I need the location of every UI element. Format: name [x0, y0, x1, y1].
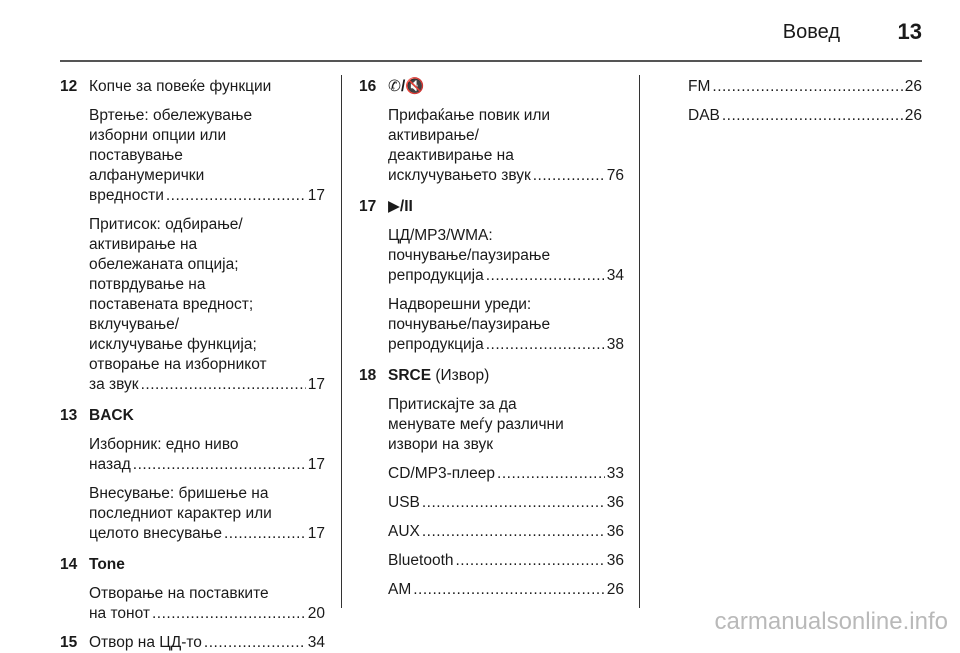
page-reference[interactable]	[388, 580, 624, 600]
ref-page: 26	[606, 581, 624, 598]
text-line: поставената вредност;	[89, 296, 254, 313]
ref-page: 76	[606, 167, 624, 184]
play-pause-icon: ▶/II	[388, 198, 413, 215]
text-line: Изборник: едно ниво	[89, 436, 239, 453]
ref-label: исклучувањето звук	[388, 167, 531, 184]
text-line: Притискајте за да	[388, 396, 517, 413]
page-reference[interactable]	[89, 186, 325, 206]
page-reference[interactable]	[388, 464, 624, 484]
entry-number: 12	[60, 78, 78, 95]
entry-17	[359, 197, 624, 355]
entry-number: 16	[359, 78, 377, 95]
paragraph	[388, 226, 624, 286]
ref-label: репродукција	[388, 267, 484, 284]
page-reference[interactable]	[89, 633, 325, 653]
text-line: Отворање на поставките	[89, 585, 269, 602]
paragraph	[388, 295, 624, 355]
page-header-title: Вовед	[782, 21, 840, 43]
entry-13	[60, 406, 325, 544]
text-line: изборни опции или	[89, 127, 227, 144]
ref-page: 38	[606, 336, 624, 353]
entry-number: 18	[359, 367, 377, 384]
paragraph	[89, 435, 325, 475]
ref-label: целото внесување	[89, 525, 222, 542]
text-line: потврдување на	[89, 276, 206, 293]
paragraph	[89, 484, 325, 544]
ref-label: AUX	[388, 523, 420, 540]
page-reference[interactable]	[688, 77, 922, 97]
entry-number: 14	[60, 556, 78, 573]
ref-label: репродукција	[388, 336, 484, 353]
page-reference[interactable]	[688, 106, 922, 126]
ref-label: FM	[688, 78, 711, 95]
ref-page: 36	[606, 494, 624, 511]
ref-label: Отвор на ЦД-то	[89, 634, 202, 651]
text-line: извори на звук	[388, 436, 494, 453]
page-reference[interactable]	[388, 522, 624, 542]
ref-page: 17	[307, 525, 325, 542]
text-line: Внесување: бришење на	[89, 485, 269, 502]
page-reference[interactable]	[388, 335, 624, 355]
ref-page: 33	[606, 465, 624, 482]
column-divider-2	[639, 75, 640, 608]
text-line: Вртење: обележување	[89, 107, 253, 124]
ref-label: CD/MP3-плеер	[388, 465, 496, 482]
text-line: Надворешни уреди:	[388, 296, 532, 313]
entry-14	[60, 555, 325, 624]
column-1	[60, 77, 325, 653]
ref-label: Bluetooth	[388, 552, 454, 569]
text-line: исклучување функција;	[89, 336, 257, 353]
text-line: алфанумерички	[89, 167, 205, 184]
ref-label: USB	[388, 494, 420, 511]
text-line: деактивирање на	[388, 147, 514, 164]
ref-label: на тонот	[89, 605, 150, 622]
entry-15	[60, 633, 325, 653]
entry-heading: BACK	[89, 407, 134, 424]
entry-number: 15	[60, 634, 78, 651]
entry-heading	[388, 366, 624, 386]
text-line: последниот карактер или	[89, 505, 272, 522]
paragraph	[89, 215, 325, 395]
ref-page: 26	[904, 78, 922, 95]
page-reference[interactable]	[89, 375, 325, 395]
entry-heading: Копче за повеќе функции	[89, 78, 272, 95]
text-line: отворање на изборникот	[89, 356, 267, 373]
text-line: Притисок: одбирање/	[89, 216, 243, 233]
ref-page: 36	[606, 552, 624, 569]
text-line: менувате меѓу различни	[388, 416, 564, 433]
ref-page: 20	[307, 605, 325, 622]
heading-bold: SRCE	[388, 367, 432, 384]
text-line: почнување/паузирање	[388, 316, 551, 333]
ref-label: DAB	[688, 107, 720, 124]
page-reference[interactable]	[388, 551, 624, 571]
entry-number: 17	[359, 198, 377, 215]
ref-label: назад	[89, 456, 131, 473]
ref-page: 34	[606, 267, 624, 284]
page-reference[interactable]	[89, 604, 325, 624]
entry-heading: Tone	[89, 556, 125, 573]
text-line: активирање на	[89, 236, 198, 253]
entry-16	[359, 77, 624, 186]
text-line: поставување	[89, 147, 183, 164]
phone-mute-icon: ✆/🔇	[388, 78, 425, 95]
ref-page: 17	[307, 456, 325, 473]
page-reference[interactable]	[388, 493, 624, 513]
page-reference[interactable]	[89, 524, 325, 544]
text-line: Прифаќање повик или	[388, 107, 551, 124]
page-reference[interactable]	[388, 266, 624, 286]
ref-label: за звук	[89, 376, 139, 393]
paragraph	[388, 106, 624, 186]
column-2	[359, 77, 624, 600]
header-rule	[60, 60, 922, 62]
text-line: активирање/	[388, 127, 479, 144]
ref-page: 17	[307, 376, 325, 393]
entry-12	[60, 77, 325, 395]
text-line: ЦД/MP3/WMA:	[388, 227, 493, 244]
heading-rest: (Извор)	[431, 367, 490, 384]
paragraph	[89, 106, 325, 206]
page-reference[interactable]	[388, 166, 624, 186]
text-line: обележаната опција;	[89, 256, 239, 273]
column-3	[688, 77, 922, 126]
ref-label: AM	[388, 581, 412, 598]
ref-page: 26	[904, 107, 922, 124]
page-reference[interactable]	[89, 455, 325, 475]
ref-page: 34	[307, 634, 325, 651]
page-number: 13	[897, 19, 922, 44]
ref-page: 17	[307, 187, 325, 204]
paragraph	[388, 395, 624, 455]
watermark: carmanualsonline.info	[714, 608, 948, 635]
entry-number: 13	[60, 407, 78, 424]
ref-label: вредности	[89, 187, 164, 204]
text-line: вклучување/	[89, 316, 180, 333]
text-line: почнување/паузирање	[388, 247, 551, 264]
entry-18	[359, 366, 624, 600]
ref-page: 36	[606, 523, 624, 540]
column-divider-1	[341, 75, 342, 608]
paragraph	[89, 584, 325, 624]
